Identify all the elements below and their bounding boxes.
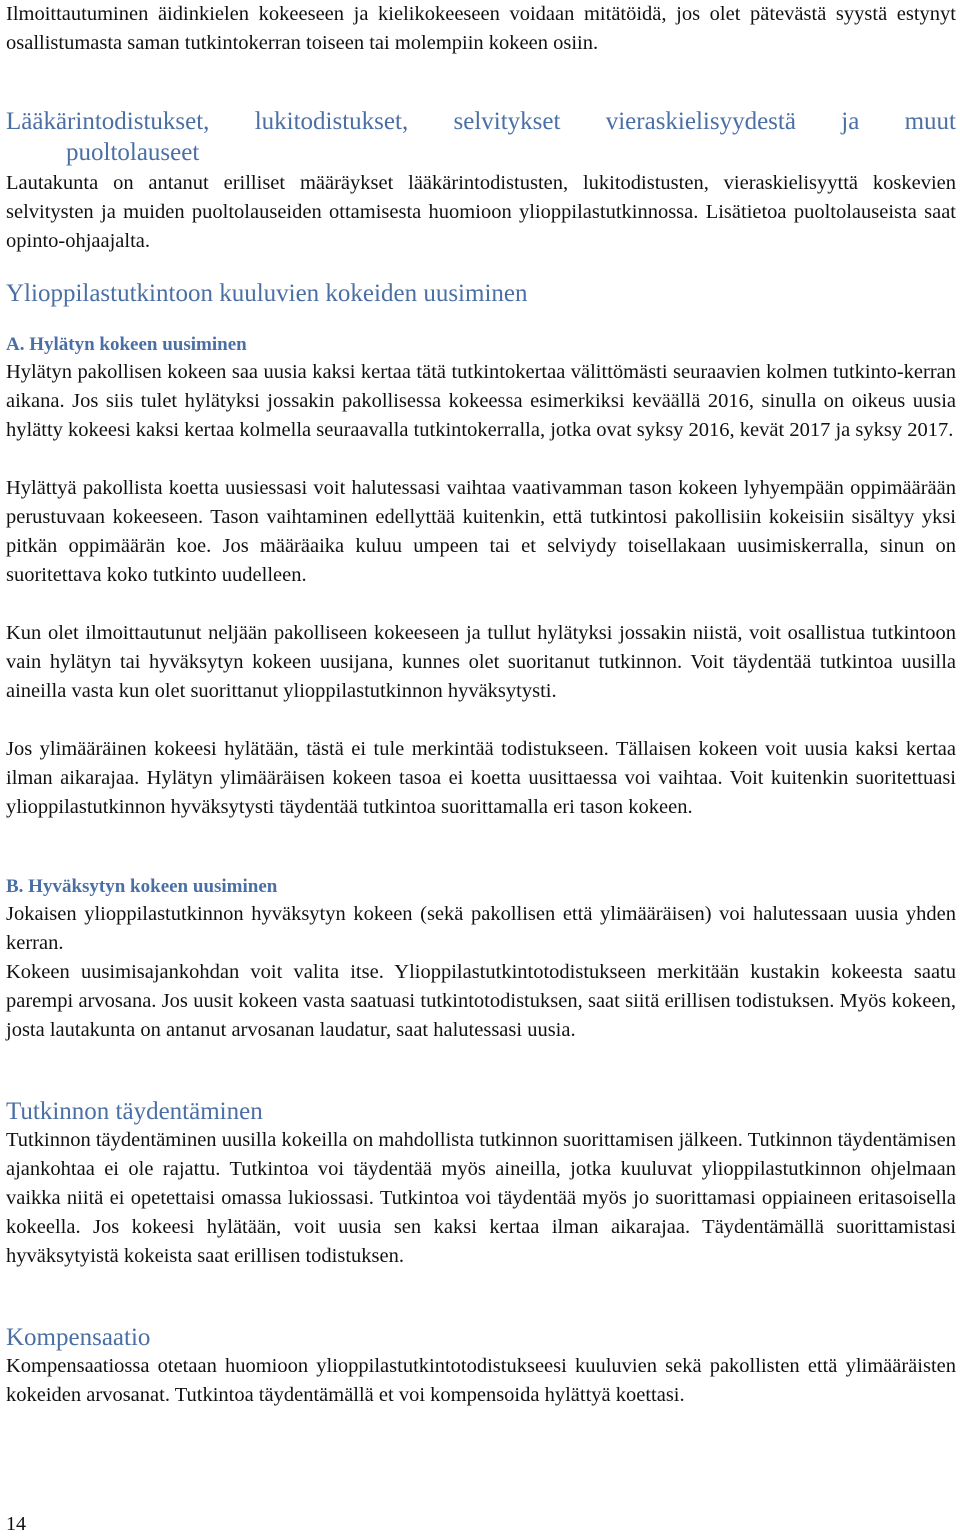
section-a-paragraph-3: Kun olet ilmoittautunut neljään pakolliseen kokeeseen ja tullut hylätyksi jossakin niistä, voit osallistua tutkintoon vain hylätyn tai hyväksytyn kokeen uusijana, kunnes olet suoritanut tutkinnon. Voit täydentää tutkintoa uusilla aineilla vasta kun olet suorittanut ylioppilastutkinnon hyväksytysti. bbox=[6, 622, 956, 702]
section-b-heading: B. Hyväksytyn kokeen uusiminen bbox=[6, 876, 278, 897]
supplement-paragraph: Tutkinnon täydentäminen uusilla kokeilla on mahdollista tutkinnon suorittamisen jälkeen. Tutkinnon täydentämisen ajankohtaa ei ole rajattu. Tutkintoa voi täydentää myös aineilla, jotka kuuluvat ylioppilastutkinnon ohjelmaan vaikka niitä ei opetettaisi omassa lukiossasi. Tutkintoa voi täydentää myös jo suorittamasi oppiaineen eritasoisella kokeella. Jos kokeesi hylätään, voit uusia sen kaksi kertaa ilman aikarajaa. Täydentämällä suorittamistasi hyväksytyistä kokeista saat erillisen todistuksen. bbox=[6, 1129, 956, 1267]
section-a-paragraph-2: Hylättyä pakollista koetta uusiessasi voit halutessasi vaihtaa vaativamman tason kokeen lyhyempään oppimäärään perustuvaan kokeeseen. Tason vaihtaminen edellyttää kuitenkin, että tutkintosi pakollisiin kokeisiin sisältyy yksi pitkän oppimäärän koe. Jos määräaika kuluu umpeen tai et selviydy toisellakaan uusimiskerralla, sinun on suoritettava koko tutkinto uudelleen. bbox=[6, 477, 956, 586]
section-b-paragraph-1: Jokaisen ylioppilastutkinnon hyväksytyn kokeen (sekä pakollisen että ylimääräisen) voi halutessaan uusia yhden kerran. bbox=[6, 903, 956, 954]
intro-paragraph: Ilmoittautuminen äidinkielen kokeeseen ja kielikokeeseen voidaan mitätöidä, jos olet pätevästä syystä estynyt osallistumasta saman tutkintokerran toiseen tai molempiin kokeen osiin. bbox=[6, 3, 956, 54]
compensation-paragraph: Kompensaatiossa otetaan huomioon ylioppilastutkintotodistukseesi kuuluvien sekä pakollisten että ylimääräisten kokeiden arvosanat. Tutkintoa täydentämällä et voi kompensoida hylättyä koettasi. bbox=[6, 1355, 956, 1406]
certificates-heading bbox=[6, 106, 956, 168]
compensation-heading: Kompensaatio bbox=[6, 1324, 151, 1351]
page-number: 14 bbox=[6, 1513, 26, 1535]
certificates-heading-line1: Lääkärintodistukset, lukitodistukset, selvitykset vieraskielisyydestä ja muut bbox=[6, 108, 956, 135]
certificates-paragraph: Lautakunta on antanut erilliset määräykset lääkärintodistusten, lukitodistusten, vieraskielisyyttä koskevien selvitysten ja muiden puoltolauseiden ottamisesta huomioon ylioppilastutkinnossa. Lisätietoa puoltolauseista saat opinto-ohjaajalta. bbox=[6, 172, 956, 252]
supplement-heading: Tutkinnon täydentäminen bbox=[6, 1098, 263, 1125]
retake-section-heading: Ylioppilastutkintoon kuuluvien kokeiden uusiminen bbox=[6, 280, 528, 307]
section-a-paragraph-1: Hylätyn pakollisen kokeen saa uusia kaksi kertaa tätä tutkintokertaa välittömästi seuraavien kolmen tutkinto-kerran aikana. Jos siis tulet hylätyksi jossakin pakollisessa kokeessa esimerkiksi keväällä 2016, sinulla on oikeus uusia hylätty kokeesi kaksi kertaa kolmella seuraavalla tutkintokerralla, jotka ovat syksy 2016, kevät 2017 ja syksy 2017. bbox=[6, 361, 956, 441]
certificates-heading-line2: puoltolauseet bbox=[66, 139, 200, 166]
section-a-paragraph-4: Jos ylimääräinen kokeesi hylätään, tästä ei tule merkintää todistukseen. Tällaisen kokeen voit uusia kaksi kertaa ilman aikarajaa. Hylätyn ylimääräisen kokeen tasoa ei koetta uusittaessa voi vaihtaa. Voit kuitenkin suoritettuasi ylioppilastutkinnon hyväksytysti täydentää tutkintoa suorittamalla eri tason kokeen. bbox=[6, 738, 956, 818]
section-b-paragraph-2: Kokeen uusimisajankohdan voit valita itse. Ylioppilastutkintotodistukseen merkitään kustakin kokeesta saatu parempi arvosana. Jos uusit kokeen vasta saatuasi tutkintotodistuksen, saat siitä erillisen todistuksen. Myös kokeen, josta lautakunta on antanut arvosanan laudatur, saat halutessasi uusia. bbox=[6, 961, 956, 1041]
section-a-heading: A. Hylätyn kokeen uusiminen bbox=[6, 334, 247, 355]
